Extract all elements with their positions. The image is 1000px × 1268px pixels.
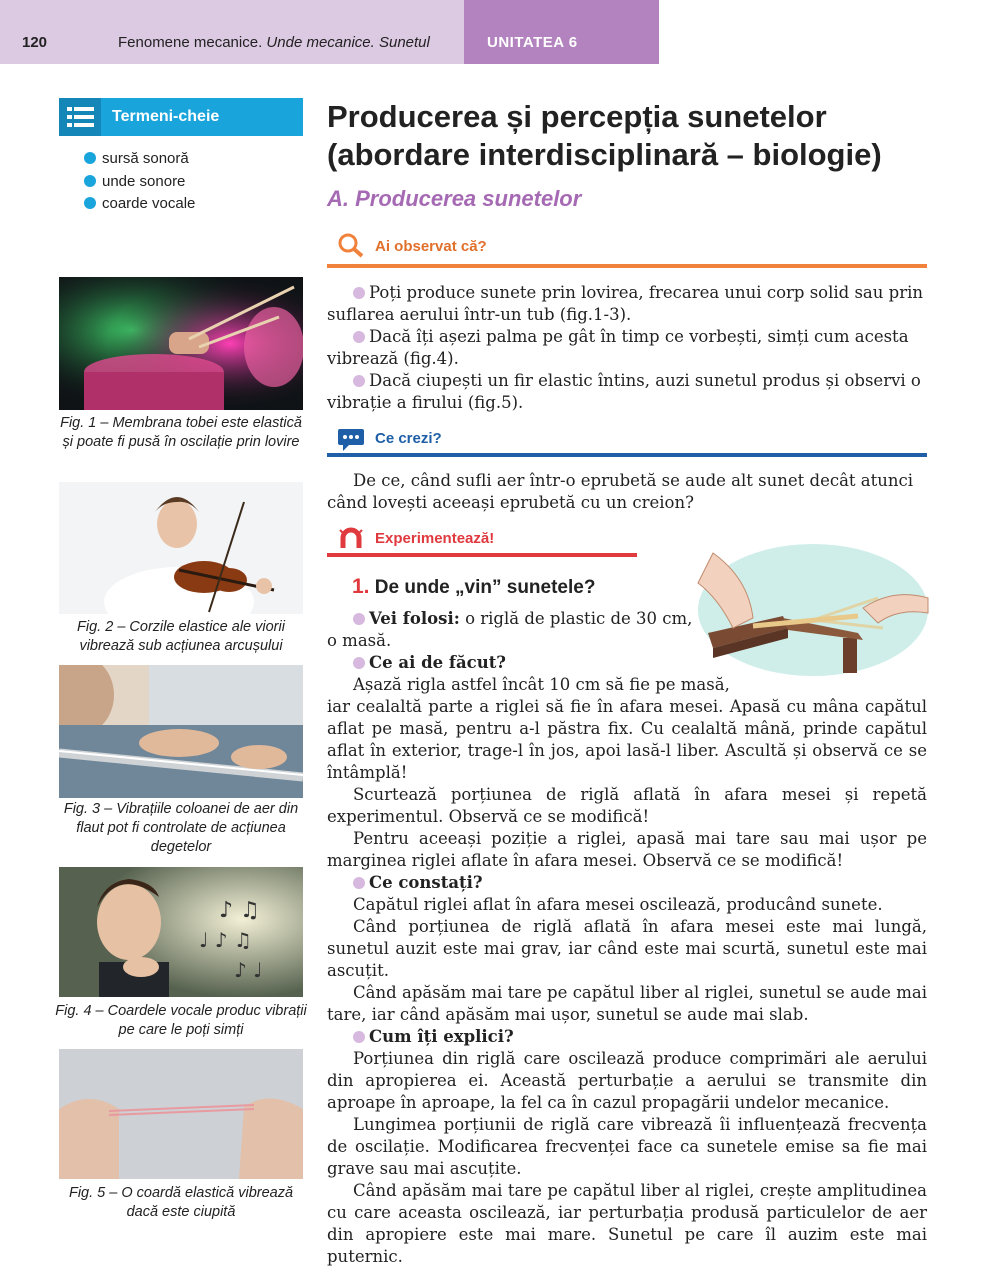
keywords-title: Termeni-cheie bbox=[112, 108, 220, 125]
observe-divider bbox=[327, 264, 927, 268]
section-subtitle: A. Producerea sunetelor bbox=[327, 186, 582, 211]
header-bar bbox=[0, 0, 464, 64]
figure-caption: Fig. 4 – Coardele vocale produc vibrații pe care le poți simți bbox=[55, 1003, 307, 1038]
figure-violin-image bbox=[59, 482, 303, 614]
observe-item: Dacă ciupești un fir elastic întins, auzi sunetul produs și observi o vibrație a firului (fig.5). bbox=[327, 371, 921, 412]
page-number: 120 bbox=[22, 34, 48, 51]
observe-list bbox=[327, 282, 927, 414]
experiment-divider bbox=[327, 553, 637, 557]
svg-text:♪ ♫: ♪ ♫ bbox=[219, 898, 260, 923]
figure-caption: Fig. 5 – O coardă elastică vibrează dacă este ciupită bbox=[68, 1185, 294, 1220]
observe-label: Ai observat că? bbox=[375, 238, 487, 255]
experiment-body: Vei folosi: o riglă de plastic de 30 cm, o masă. Ce ai de făcut? Așază rigla astfel încât 10 cm să fie pe masă, iar cealaltă parte a riglei să fie în afara mesei. Apasă cu mâna capătul aflat pe masă, pentru a-l păstra fix. Cu cealaltă mână, prinde capătul aflat în exterior, trage-l în jos, apoi lasă-l liber. Ascultă și observă ce se întâmplă! Scurtează porțiunea de riglă aflată în afara mesei și repetă experimentul. Observă ce se modifică! Pentru aceeași poziție a riglei, apasă mai tare sau mai ușor pe marginea riglei aflate în afara mesei. Observă ce se modifică! Ce constați? Capătul riglei aflat în afara mesei oscilează, producând sunete. Când porțiunea de riglă aflată în afara mesei este mai lungă, sunetul auzit este mai grav, iar când este mai scurtă, sunetul este mai ascuțit. Când apăsăm mai tare pe capătul liber al riglei, sunetul se aude mai tare, iar când apăsăm mai ușor, sunetul se aude mai slab. Cum îți explici? Porțiunea din riglă care oscilează produce comprimări ale aerului din apropierea ei. Această perturbație a aerului se transmite din aproape în aproape, la fel ca în cazul propagării undelor mecanice. Lungimea porțiunii de riglă care vibrează îi influențează frecvența de oscilație. Modificarea frecvenței face ca sunetele emise sa fie mai grave sau mai ascuțite. Când apăsăm mai tare pe capătul liber al riglei, crește amplitudinea cu care aceasta oscilează, iar perturbația produsă particulelor de aer din apropiere este mai mare. Sunetul pe care îl auzim este mai puternic. bbox=[327, 609, 927, 1266]
unit-tab bbox=[464, 0, 659, 64]
page-title: Producerea și percepția sunetelor (abordare interdisciplinară – biologie) bbox=[327, 99, 882, 172]
keyword-item: unde sonore bbox=[84, 173, 185, 190]
magnifier-icon bbox=[337, 232, 365, 262]
figure-caption: Fig. 1 – Membrana tobei este elastică și poate fi pusă în oscilație prin lovire bbox=[60, 415, 302, 450]
observe-item: Poți produce sunete prin lovirea, frecarea unui corp solid sau prin suflarea aerului într-un tub (fig.1-3). bbox=[327, 283, 923, 324]
list-icon bbox=[59, 98, 101, 136]
svg-text:♩ ♪ ♫: ♩ ♪ ♫ bbox=[199, 928, 252, 952]
chapter-title: Fenomene mecanice. Unde mecanice. Sunetul bbox=[118, 34, 430, 51]
observe-item: Dacă îți așezi palma pe gât în timp ce vorbești, simți cum acesta vibrează (fig.4). bbox=[327, 327, 909, 368]
magnet-icon bbox=[337, 526, 365, 556]
figure-caption: Fig. 2 – Corzile elastice ale viorii vibrează sub acțiunea arcușului bbox=[77, 619, 285, 654]
keyword-item: coarde vocale bbox=[84, 195, 195, 212]
think-divider bbox=[327, 453, 927, 457]
experiment-label: Experimentează! bbox=[375, 530, 495, 547]
figure-elastic-image bbox=[59, 1049, 303, 1179]
think-text: De ce, când sufli aer într-o eprubetă se aude alt sunet decât atunci când lovești aceeași eprubetă cu un creion? bbox=[327, 471, 914, 512]
figure-singing-image bbox=[59, 867, 303, 997]
figure-flute-image bbox=[59, 665, 303, 798]
figure-drum-image bbox=[59, 277, 303, 410]
figure-caption: Fig. 3 – Vibrațiile coloanei de aer din flaut pot fi controlate de acțiunea degetelor bbox=[63, 801, 299, 855]
experiment-heading: 1. De unde „vin” sunetele? bbox=[352, 575, 596, 598]
svg-text:♪ ♩: ♪ ♩ bbox=[234, 958, 263, 982]
keyword-item: sursă sonoră bbox=[84, 150, 189, 167]
unit-label: UNITATEA 6 bbox=[487, 34, 578, 51]
speech-bubble-icon bbox=[337, 428, 365, 456]
think-label: Ce crezi? bbox=[375, 430, 442, 447]
